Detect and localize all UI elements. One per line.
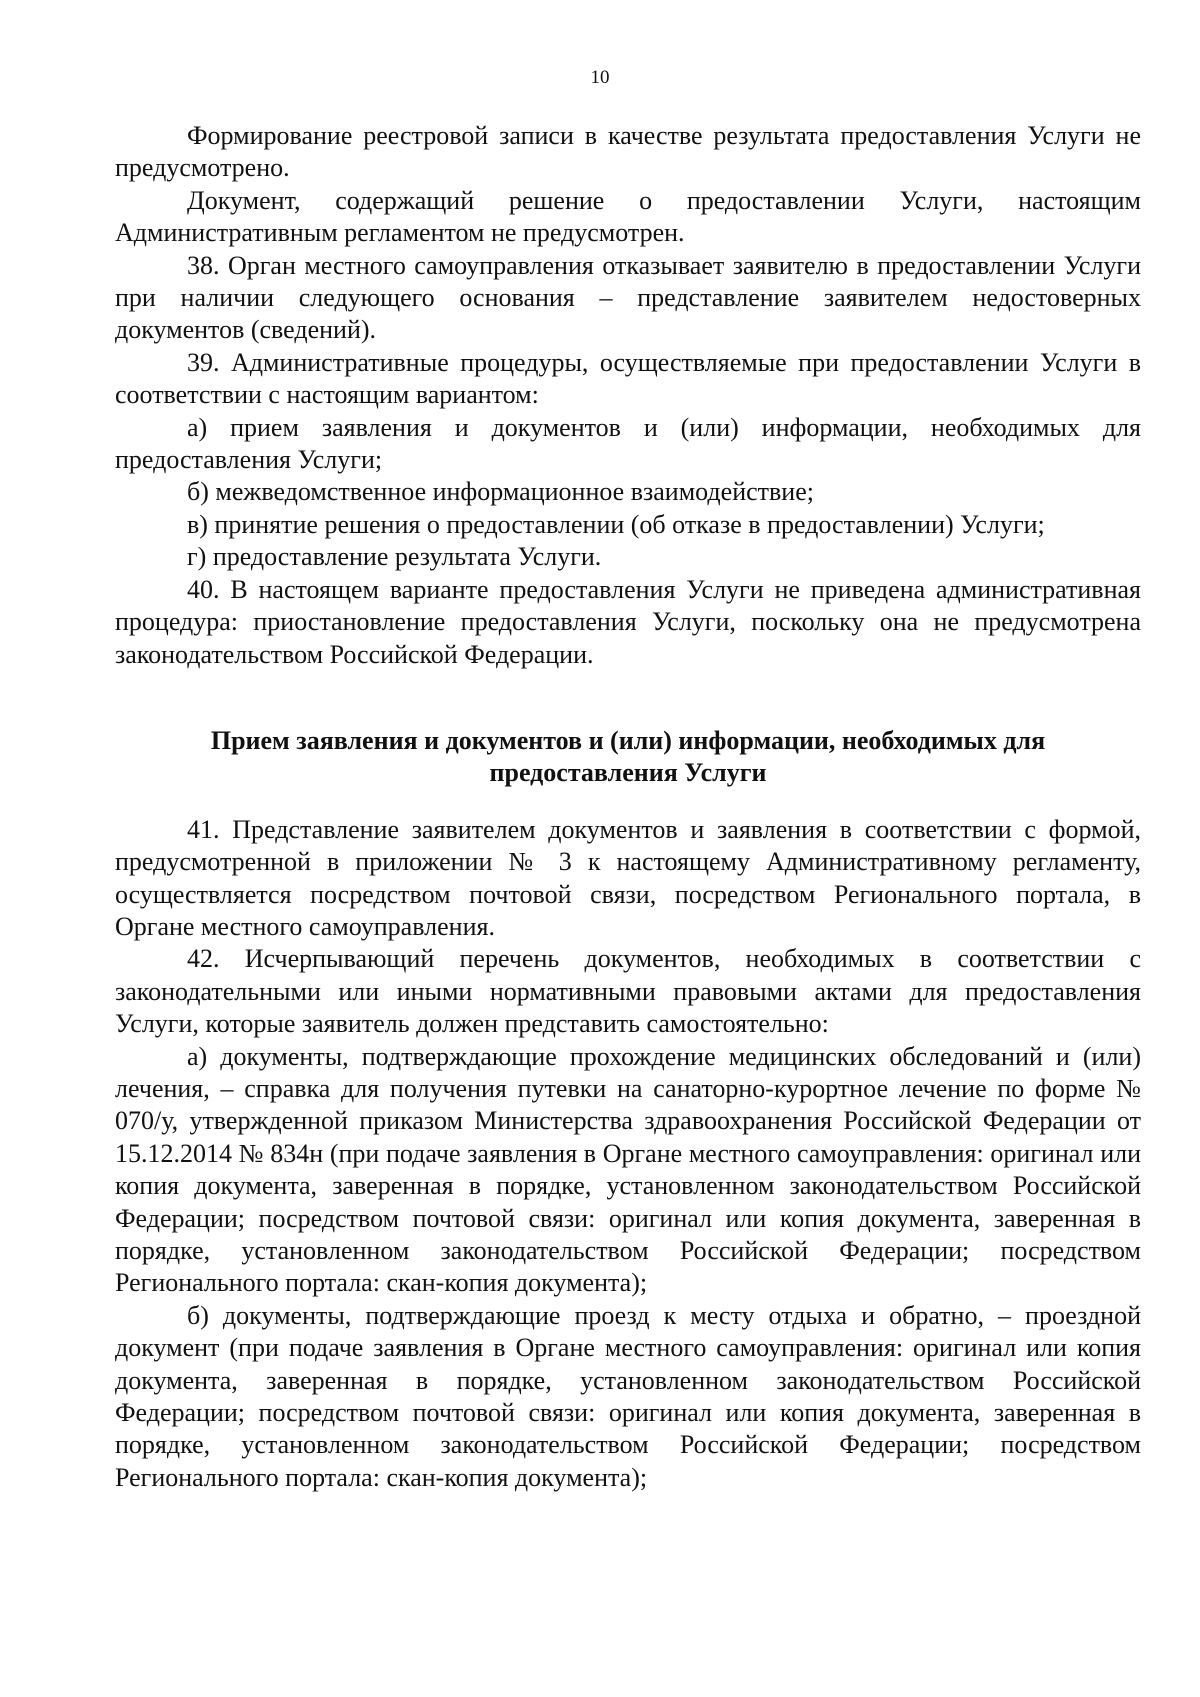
paragraph-registry-record: Формирование реестровой записи в качестве результата предоставления Услуги не предусмотрено. — [115, 121, 1141, 183]
paragraph-42: 42. Исчерпывающий перечень документов, необходимых в соответствии с законодательными или иными нормативными правовыми актами для предоставления Услуги, которые заявитель должен представить самостоятельно: — [115, 944, 1141, 1039]
paragraph-40: 40. В настоящем варианте предоставления Услуги не приведена административная процедура: приостановление предоставления Услуги, поскольку она не предусмотрена законодательством Российской Федерации. — [115, 574, 1141, 669]
paragraph-38: 38. Орган местного самоуправления отказывает заявителю в предоставлении Услуги при наличии следующего основания – представление заявителем недостоверных документов (сведений). — [115, 250, 1141, 345]
paragraph-39-v: в) принятие решения о предоставлении (об отказе в предоставлении) Услуги; — [187, 509, 1045, 539]
paragraph-42-a: а) документы, подтверждающие прохождение медицинских обследований и (или) лечения, – справка для получения путевки на санаторно-курортное лечение по форме № 070/у, утвержденной приказом Министерства здравоохранения Российской Федерации от 15.12.2014 № 834н (при подаче заявления в Органе местного самоуправления: оригинал или копия документа, заверенная в порядке, установленном законодательством Российской Федерации; посредством почтовой связи: оригинал или копия документа, заверенная в порядке, установленном законодательством Российской Федерации; посредством Регионального портала: скан-копия документа); — [115, 1041, 1141, 1298]
paragraph-39: 39. Административные процедуры, осуществляемые при предоставлении Услуги в соответствии с настоящим вариантом: — [115, 347, 1141, 410]
paragraph-42-b: б) документы, подтверждающие проезд к месту отдыха и обратно, – проездной документ (при подаче заявления в Органе местного самоуправления: оригинал или копия документа, заверенная в порядке, установленном законодательством Российской Федерации; посредством почтовой связи: оригинал или копия документа, заверенная в порядке, установленном законодательством Российской Федерации; посредством Регионального портала: скан-копия документа); — [115, 1300, 1141, 1492]
section-heading: Прием заявления и документов и (или) информации, необходимых для предоставления Услуги — [210, 725, 1046, 788]
paragraph-41: 41. Представление заявителем документов и заявления в соответствии с формой, предусмотренной в приложении № 3 к настоящему Административному регламенту, осуществляется посредством почтовой связи, посредством Регионального портала, в Органе местного самоуправления. — [115, 814, 1141, 941]
paragraph-39-g: г) предоставление результата Услуги. — [187, 542, 602, 572]
page-number: 10 — [590, 67, 610, 88]
document-body — [115, 120, 1141, 1494]
paragraph-decision-document: Документ, содержащий решение о предоставлении Услуги, настоящим Административным регламентом не предусмотрен. — [115, 185, 1141, 248]
paragraph-39-a: а) прием заявления и документов и (или) информации, необходимых для предоставления Услуги; — [115, 412, 1141, 475]
paragraph-39-b: б) межведомственное информационное взаимодействие; — [187, 477, 814, 507]
